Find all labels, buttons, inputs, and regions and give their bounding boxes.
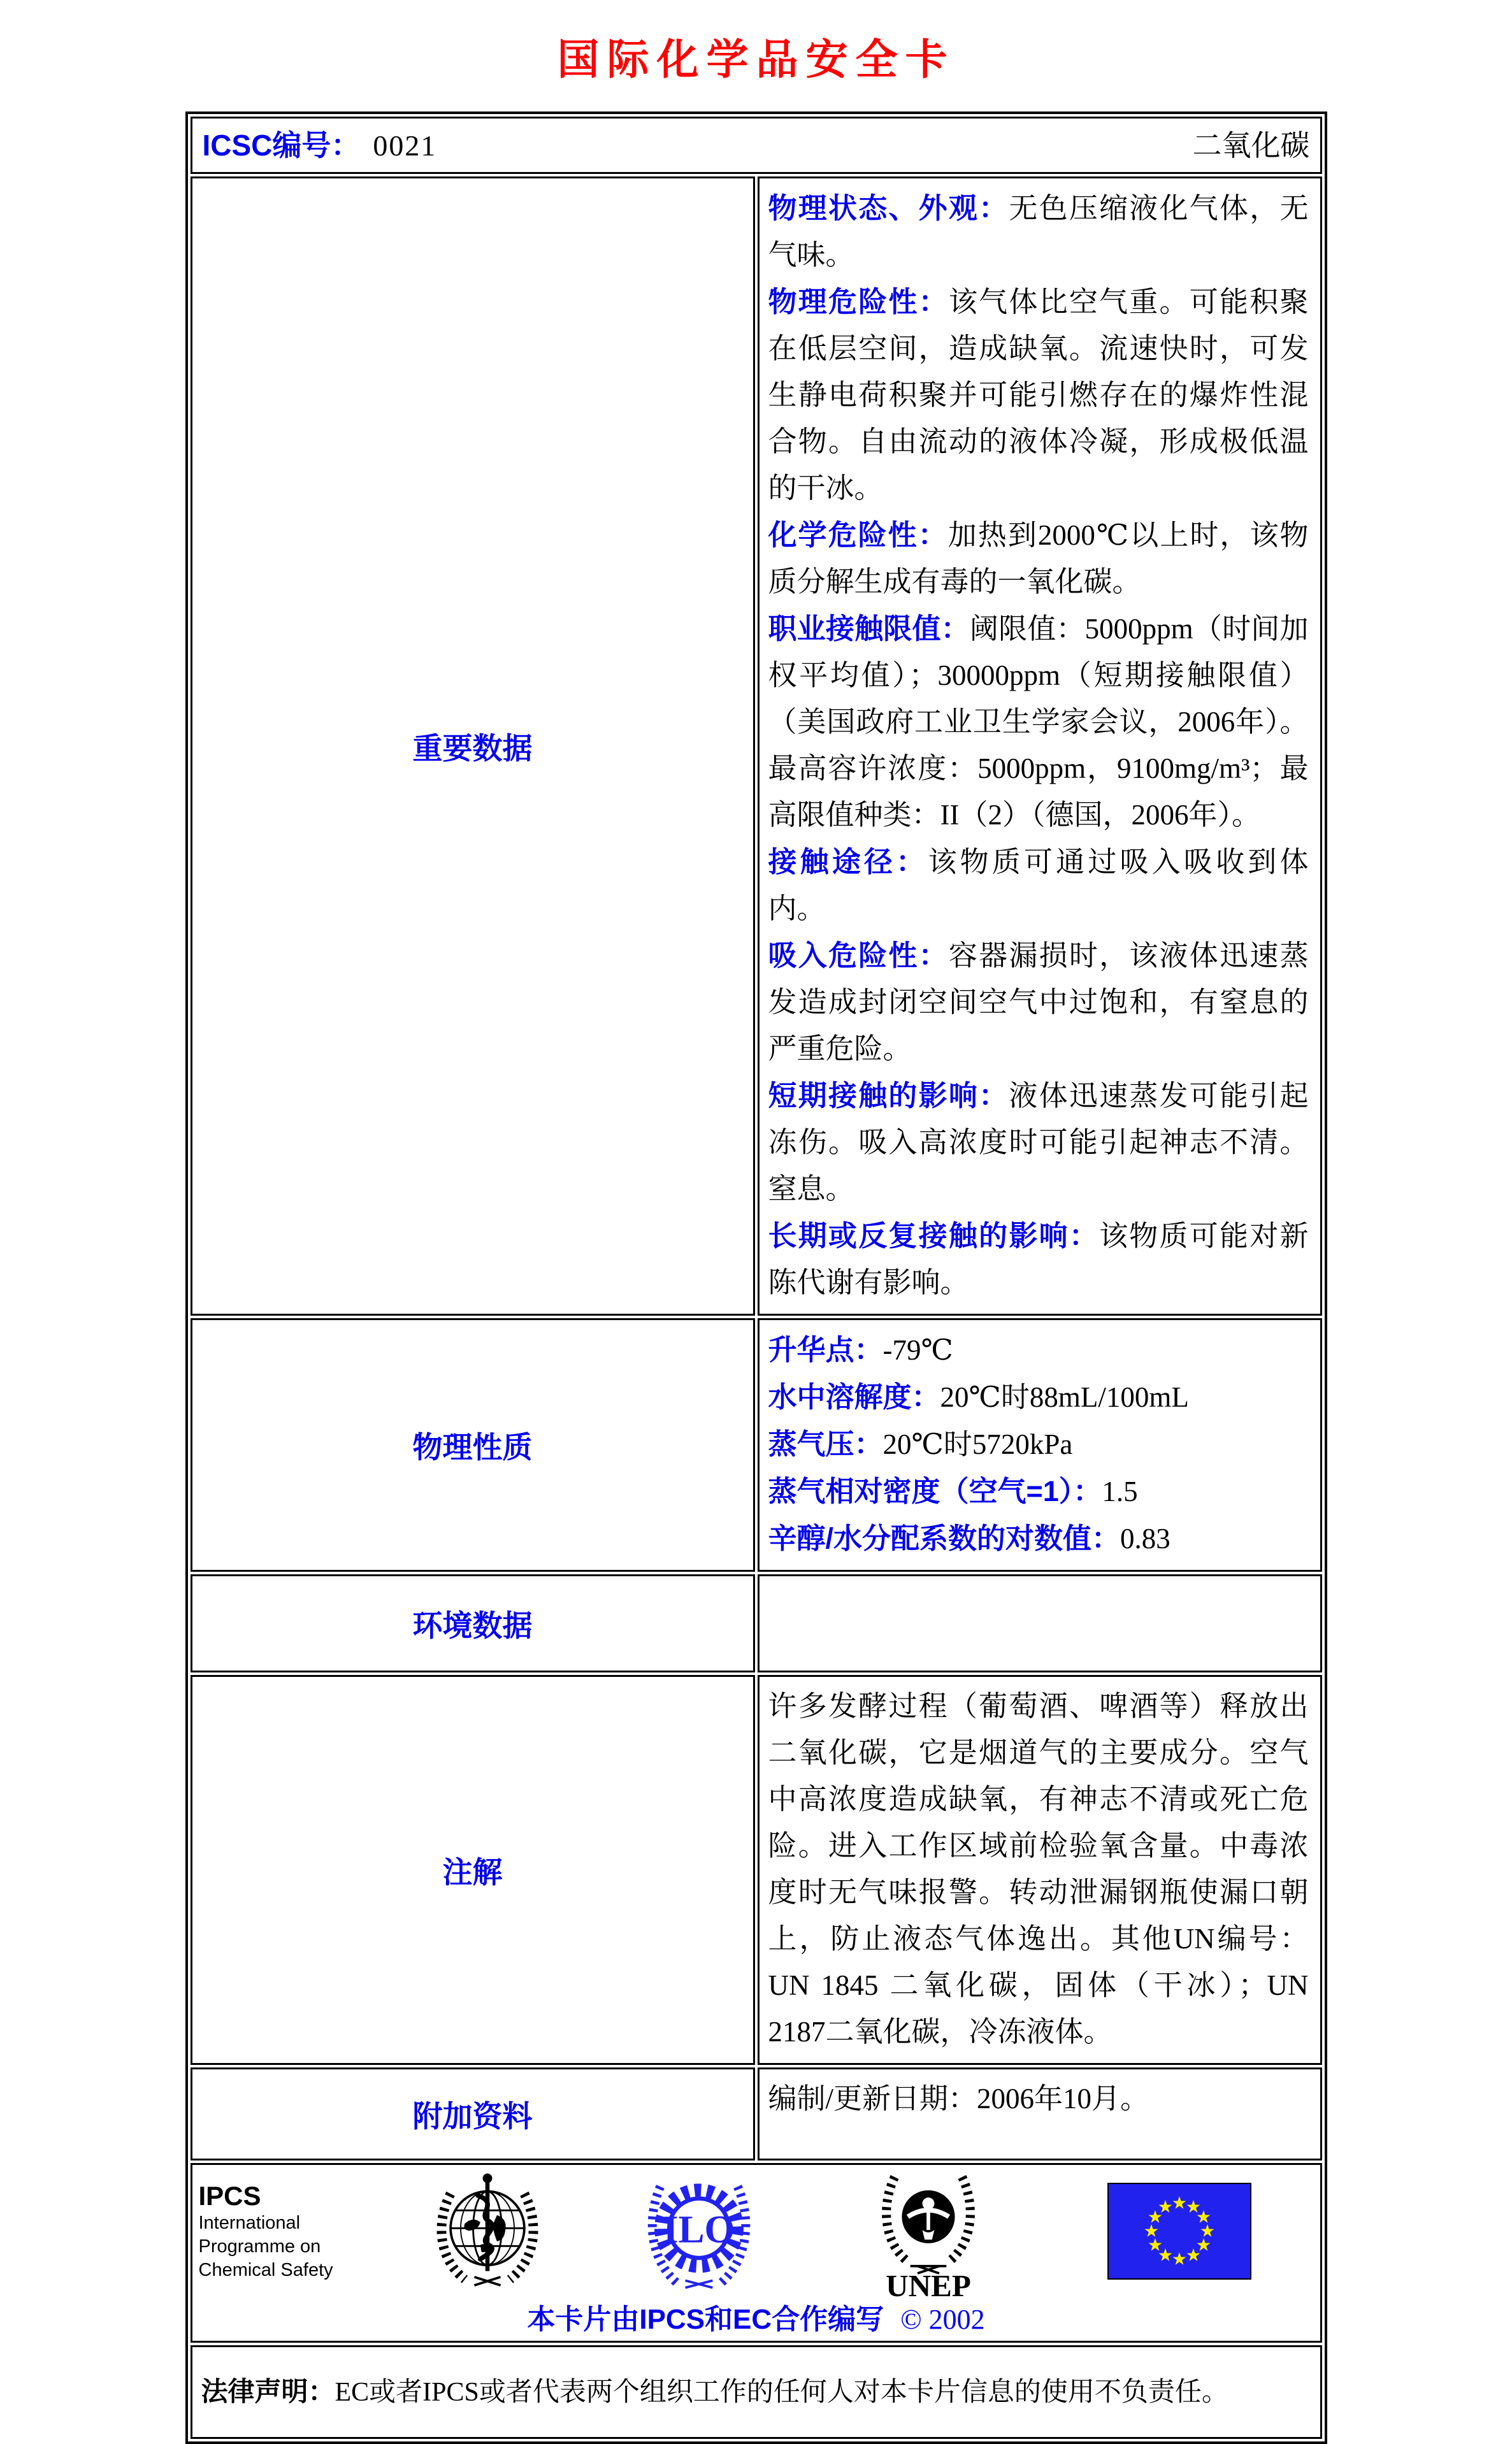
environmental-data-row	[191, 1574, 1322, 1672]
physical-item: 蒸气压：20℃时5720kPa	[768, 1428, 1073, 1460]
physical-item: 蒸气相对密度（空气=1）：1.5	[768, 1475, 1138, 1507]
important-item: 吸入危险性：容器漏损时，该液体迅速蒸发造成封闭空间空气中过饱和，有窒息的严重危险。	[768, 939, 1309, 1065]
important-item: 长期或反复接触的影响：该物质可能对新陈代谢有影响。	[768, 1219, 1309, 1298]
icsc-table	[185, 111, 1327, 2444]
important-item: 化学危险性：加热到2000℃以上时，该物质分解生成有毒的一氧化碳。	[768, 519, 1309, 598]
notes-row	[191, 1675, 1322, 2065]
environmental-data-label: 环境数据	[412, 1608, 533, 1643]
physical-properties-row	[191, 1318, 1322, 1572]
legal-notice-row	[191, 2345, 1322, 2439]
physical-properties-label: 物理性质	[412, 1430, 533, 1464]
important-data-content	[758, 176, 1322, 1316]
additional-info-label-cell	[191, 2067, 755, 2160]
physical-item: 水中溶解度：20℃时88mL/100mL	[768, 1381, 1189, 1413]
important-item: 物理危险性：该气体比空气重。可能积聚在低层空间，造成缺氧。流速快时，可发生静电荷积聚并可能引燃存在的爆炸性混合物。自由流动的液体冷凝，形成极低温的干冰。	[768, 285, 1309, 504]
who-logo-icon	[427, 2169, 548, 2294]
environmental-data-content	[758, 1574, 1322, 1672]
physical-properties-label-cell	[191, 1318, 755, 1572]
credit-line	[199, 2296, 1314, 2337]
additional-info-label: 附加资料	[412, 2099, 533, 2133]
ipcs-text-block	[199, 2181, 385, 2282]
substance-name: 二氧化碳	[1192, 129, 1310, 162]
important-item: 接触途径：该物质可通过吸入吸收到体内。	[768, 845, 1309, 924]
ipcs-title: IPCS	[198, 2180, 261, 2211]
icsc-number-label: ICSC编号：	[202, 128, 361, 162]
environmental-data-label-cell	[191, 1574, 755, 1672]
ipcs-subtitle-line3: Chemical Safety	[198, 2259, 333, 2280]
legal-notice-label: 法律声明：	[201, 2376, 335, 2406]
legal-notice-text: EC或者IPCS或者代表两个组织工作的任何人对本卡片信息的使用不负责任。	[335, 2378, 1228, 2407]
additional-info-text: 编制/更新日期：2006年10月。	[768, 2083, 1149, 2115]
physical-item: 辛醇/水分配系数的对数值：0.83	[768, 1522, 1170, 1555]
notes-text: 许多发酵过程（葡萄酒、啤酒等）释放出二氧化碳，它是烟道气的主要成分。空气中高浓度造成缺氧，有神志不清或死亡危险。进入工作区域前检验氧含量。中毒浓度时无气味报警。转动泄漏钢瓶使漏口朝上，防止液态气体逸出。其他UN编号：UN 1845 二氧化碳，固体（干冰）；UN 2187二氧化碳，冷冻液体。	[768, 1690, 1309, 2048]
additional-info-content	[758, 2067, 1322, 2160]
ilo-logo-icon	[642, 2169, 756, 2294]
important-data-label: 重要数据	[412, 731, 533, 765]
icsc-number-value: 0021	[373, 129, 437, 162]
eu-flag-icon	[1107, 2183, 1251, 2280]
logos-row	[191, 2163, 1322, 2343]
icsc-number-row	[191, 117, 1322, 174]
credit-text: 本卡片由IPCS和EC合作编写	[527, 2304, 884, 2335]
svg-text:UNEP: UNEP	[885, 2268, 971, 2303]
notes-content	[758, 1675, 1322, 2065]
ipcs-subtitle-line2: Programme on	[198, 2236, 321, 2257]
unep-logo-icon	[874, 2158, 983, 2304]
svg-text:ILO: ILO	[663, 2208, 735, 2252]
legal-notice-line	[201, 2374, 1311, 2410]
important-item: 职业接触限值：阈限值：5000ppm（时间加权平均值）；30000ppm（短期接触限值）（美国政府工业卫生学家会议，2006年）。最高容许浓度：5000ppm，9100mg/m³；最高限值种类：II（2）（德国，2006年）。	[768, 612, 1309, 831]
page-title	[0, 0, 1512, 86]
important-data-row	[191, 176, 1322, 1316]
physical-properties-content	[758, 1318, 1322, 1572]
additional-info-row	[191, 2067, 1322, 2160]
logos-cell	[191, 2163, 1322, 2343]
ipcs-subtitle-line1: International	[198, 2212, 301, 2233]
important-item: 物理状态、外观：无色压缩液化气体，无气味。	[768, 192, 1309, 271]
important-data-label-cell	[191, 176, 755, 1316]
logo-row	[198, 2169, 1314, 2303]
notes-label: 注解	[442, 1855, 503, 1889]
icsc-number-cell	[191, 117, 1322, 174]
important-item: 短期接触的影响：液体迅速蒸发可能引起冻伤。吸入高浓度时可能引起神志不清。窒息。	[768, 1079, 1309, 1205]
notes-label-cell	[191, 1675, 755, 2065]
page-title-text: 国际化学品安全卡	[557, 37, 955, 83]
physical-item: 升华点：-79℃	[768, 1333, 953, 1366]
icsc-number-line	[203, 126, 1310, 165]
copyright-text: © 2002	[900, 2304, 985, 2335]
legal-notice-cell	[191, 2345, 1322, 2439]
